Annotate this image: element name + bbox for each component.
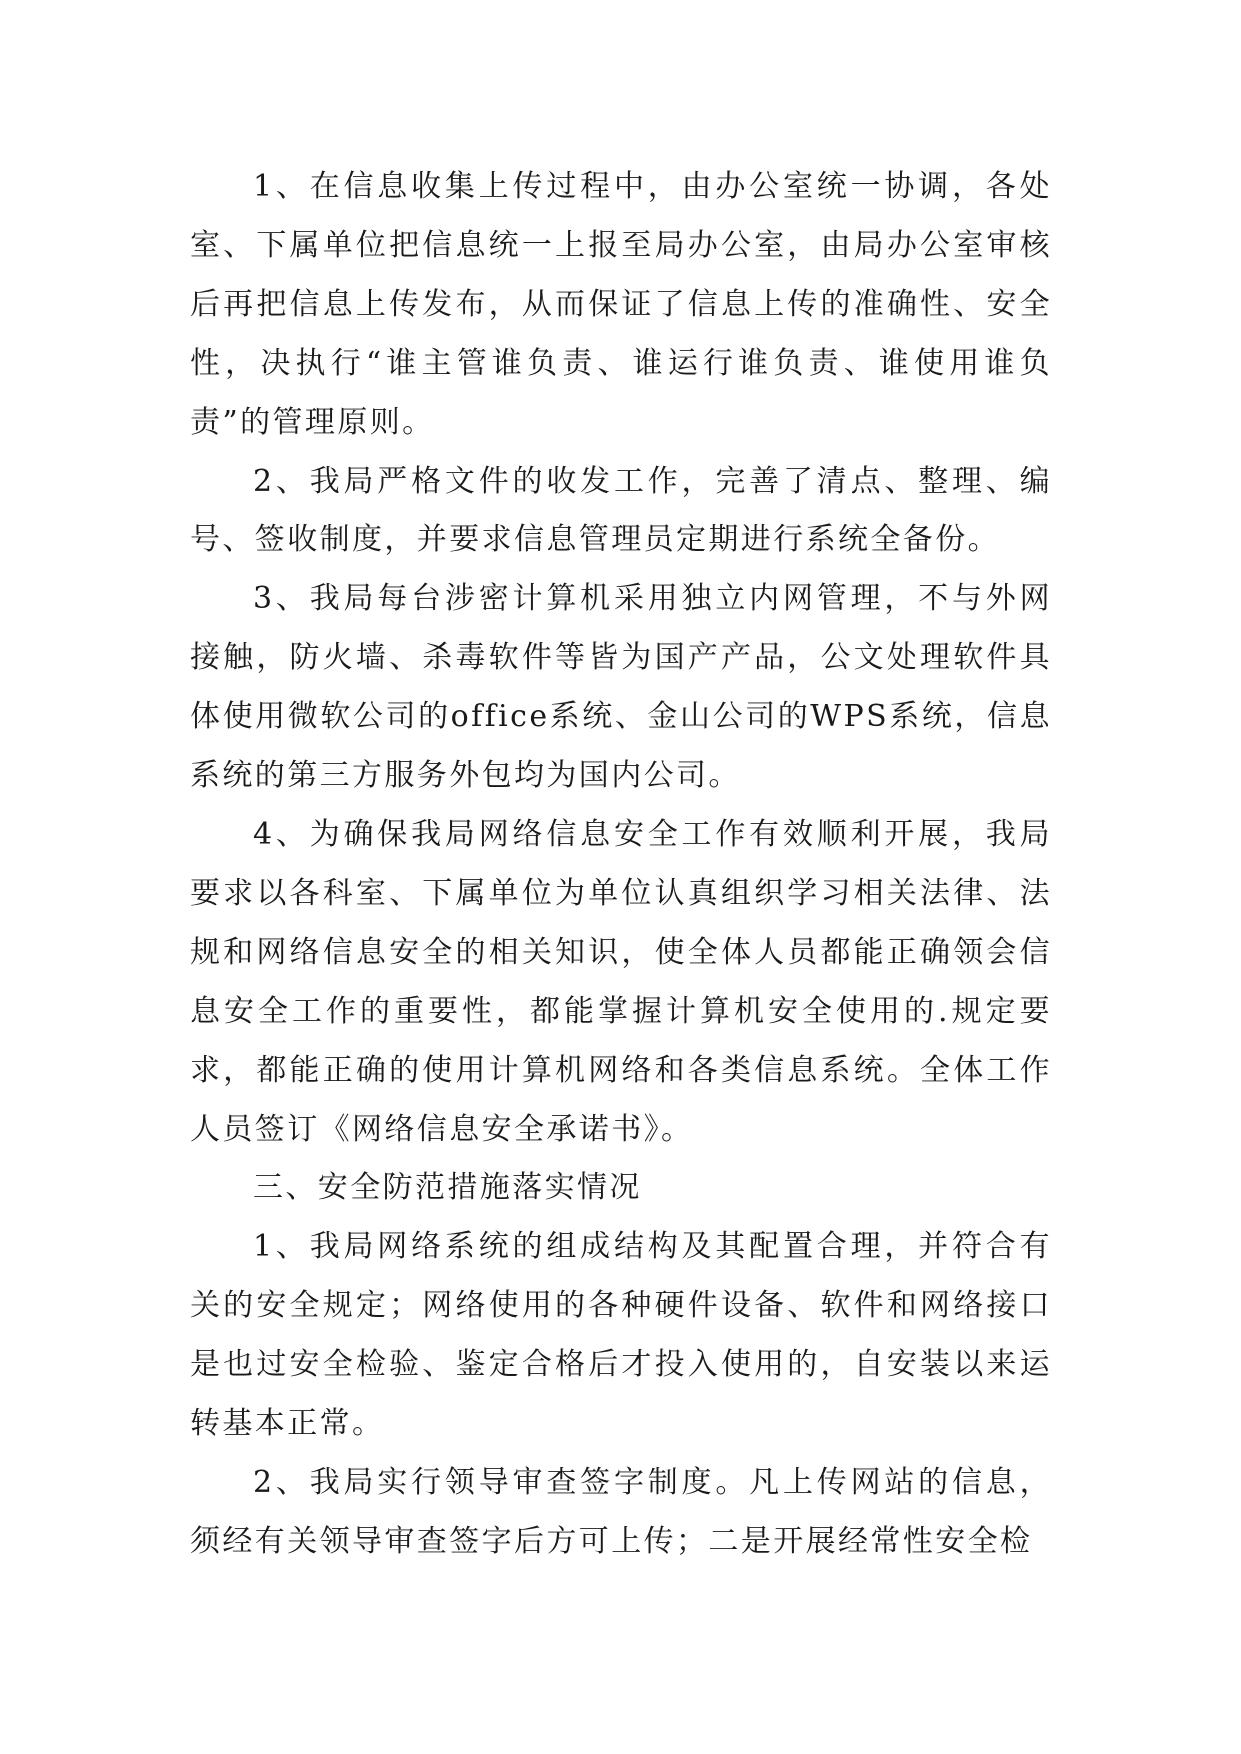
paragraph-info-upload: 1、在信息收集上传过程中，由办公室统一协调，各处室、下属单位把信息统一上报至局办公室，由局办公室审核后再把信息上传发布，从而保证了信息上传的准确性、安全性，决执行“谁主管谁负责、谁运行谁负责、谁使用谁负责”的管理原则。 bbox=[190, 169, 1052, 440]
paragraph-classified-computers: 3、我局每台涉密计算机采用独立内网管理，不与外网接触，防火墙、杀毒软件等皆为国产产品，公文处理软件具体使用微软公司的office系统、金山公司的WPS系统，信息系统的第三方服务外包均为国内公司。 bbox=[190, 581, 1052, 794]
paragraph-file-handling: 2、我局严格文件的收发工作，完善了清点、整理、编号、签收制度，并要求信息管理员定期进行系统全备份。 bbox=[190, 463, 1052, 558]
paragraph-leadership-review: 2、我局实行领导审查签字制度。凡上传网站的信息，须经有关领导审查签字后方可上传；二是开展经常性安全检 bbox=[190, 1464, 1052, 1559]
paragraph-network-structure: 1、我局网络系统的组成结构及其配置合理，并符合有关的安全规定；网络使用的各种硬件设备、软件和网络接口是也过安全检验、鉴定合格后才投入使用的，自安装以来运转基本正常。 bbox=[190, 1229, 1052, 1442]
document-body bbox=[190, 158, 1052, 1572]
paragraph-security-training: 4、为确保我局网络信息安全工作有效顺利开展，我局要求以各科室、下属单位为单位认真组织学习相关法律、法规和网络信息安全的相关知识，使全体人员都能正确领会信息安全工作的重要性，都能掌握计算机安全使用的.规定要求，都能正确的使用计算机网络和各类信息系统。全体工作人员签订《网络信息安全承诺书》。 bbox=[190, 816, 1052, 1147]
section-heading-security-measures: 三、安全防范措施落实情况 bbox=[253, 1170, 642, 1206]
